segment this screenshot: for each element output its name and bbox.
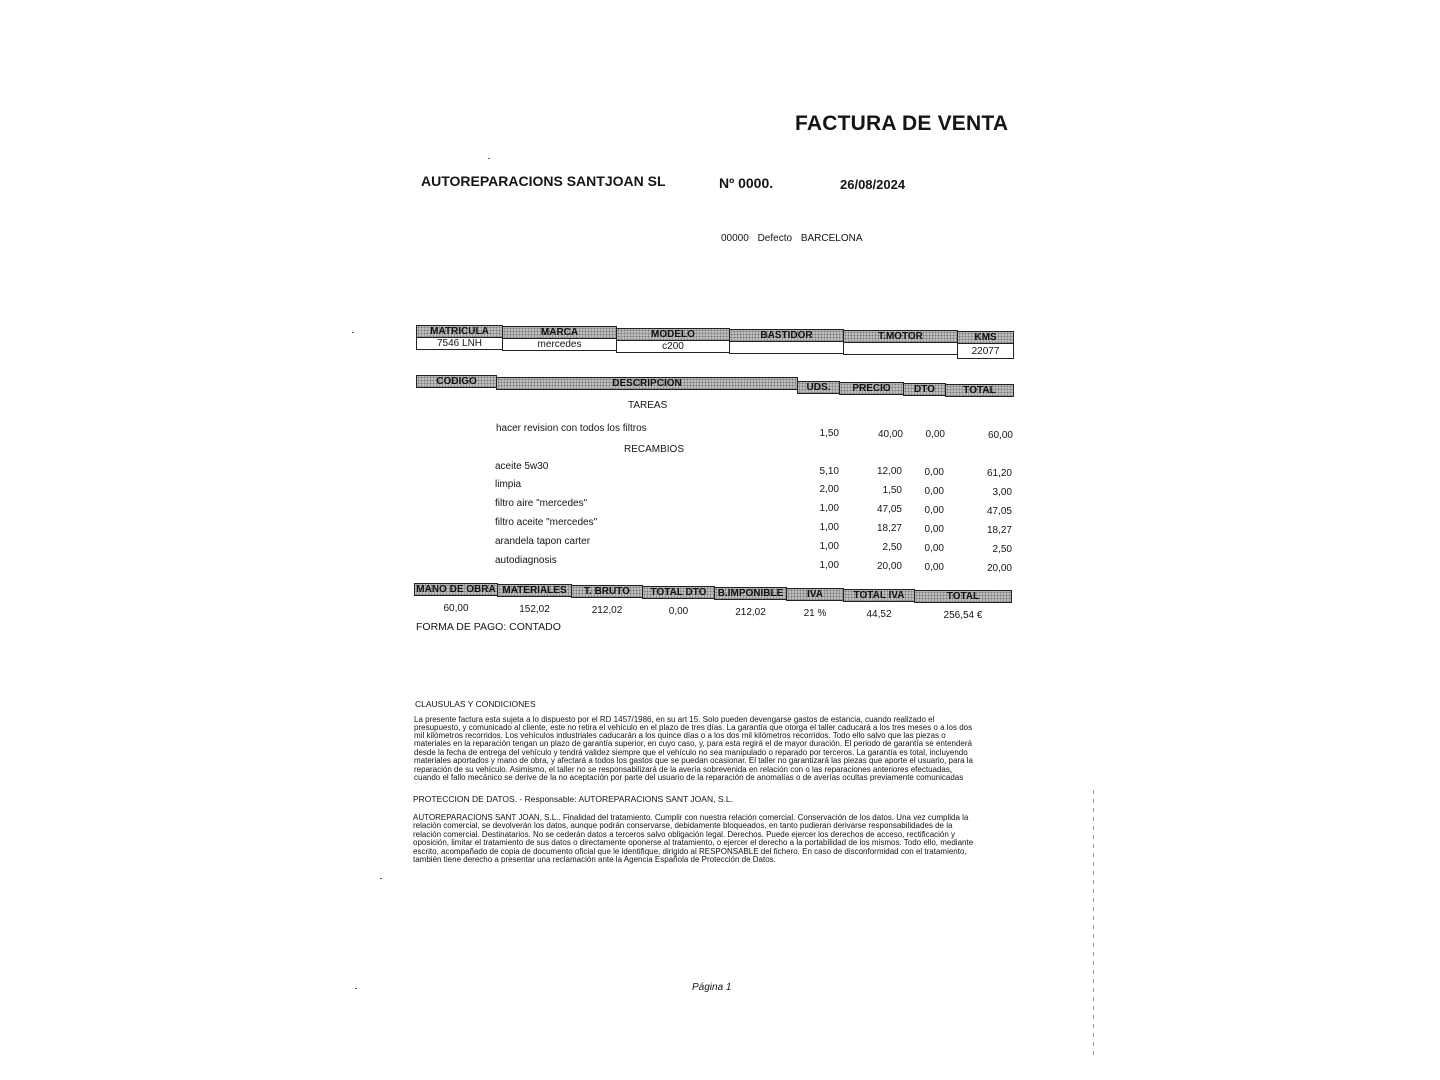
lines-header-precio: PRECIO xyxy=(839,382,904,395)
line-precio: 12,00 xyxy=(876,466,902,477)
terms-line: materiales en la reparación tengan un plazo de garantía superior, en cuyo caso, y, para esta regirá el de mayor duración. El periodo de garantía se entenderá xyxy=(414,739,972,748)
client-info: 00000 Defecto BARCELONA xyxy=(721,233,863,244)
line-desc: arandela tapon carter xyxy=(495,536,591,547)
invoice-title: FACTURA DE VENTA xyxy=(795,112,1009,135)
line-total: 20,00 xyxy=(986,563,1012,574)
totals-total-iva: 44,52 xyxy=(866,609,892,620)
line-desc: filtro aire "mercedes" xyxy=(495,498,588,509)
terms-line: reparación de su vehículo. Asimismo, el taller no se responsabilizará de la avería sobrevenida en relación con o las reparaciones anteriores efectuadas, xyxy=(414,765,953,774)
totals-iva: 21 % xyxy=(803,608,827,619)
line-precio: 40,00 xyxy=(877,429,903,440)
company-name: AUTOREPARACIONS SANTJOAN SL xyxy=(421,173,666,189)
line-uds: 1,00 xyxy=(819,522,839,533)
line-total: 61,20 xyxy=(986,468,1012,479)
section-tareas: TAREAS xyxy=(628,400,668,411)
line-desc: hacer revision con todos los filtros xyxy=(496,423,647,434)
lines-header-uds: UDS. xyxy=(797,381,840,394)
lines-header-descripcion: DESCRIPCION xyxy=(496,377,798,390)
line-dto: 0,00 xyxy=(924,562,944,573)
line-desc: filtro aceite "mercedes" xyxy=(495,517,598,528)
vehicle-header-modelo: MODELO xyxy=(616,328,730,341)
totals-header-total-dto: TOTAL DTO xyxy=(642,586,715,599)
privacy-line: oposición, limitar el tratamiento de sus datos o directamente oponerse al tratamiento, o ejercer el derecho a la portabilidad de los mismos. Todo ello, mediante xyxy=(413,838,974,847)
line-dto: 0,00 xyxy=(924,505,944,516)
section-recambios: RECAMBIOS xyxy=(624,444,685,455)
line-uds: 1,00 xyxy=(819,503,839,514)
vehicle-header-tmotor: T.MOTOR xyxy=(843,330,958,343)
scan-edge-line xyxy=(1093,790,1094,1060)
totals-header-total: TOTAL xyxy=(914,590,1012,603)
vehicle-kms: 22077 xyxy=(957,344,1014,359)
lines-header-dto: DTO xyxy=(903,383,946,396)
privacy-heading: PROTECCION DE DATOS. - Responsable: AUTOREPARACIONS SANT JOAN, S.L. xyxy=(413,794,733,804)
line-dto: 0,00 xyxy=(924,486,944,497)
line-uds: 2,00 xyxy=(819,484,839,495)
terms-line: cuando el fallo mecánico se derive de la no aceptación por parte del usuario de la reparación de anomalías o de averías ocultas previamente comunicadas xyxy=(414,773,964,782)
scan-speck xyxy=(355,988,357,989)
invoice-number: Nº 0000. xyxy=(719,175,774,191)
privacy-line: relación comercial. Destinatarios. No se cederán datos a terceros salvo obligación legal. Derechos. Puede ejercer los derechos de acceso, rectificación y xyxy=(413,830,956,839)
line-precio: 47,05 xyxy=(876,504,902,515)
totals-grand-total: 256,54 € xyxy=(943,610,983,621)
totals-mano-obra: 60,00 xyxy=(443,603,469,614)
vehicle-engine xyxy=(843,343,958,355)
vehicle-chassis xyxy=(729,342,844,354)
line-precio: 18,27 xyxy=(876,523,902,534)
totals-header-mano-obra: MANO DE OBRA xyxy=(414,583,498,596)
totals-header-t-bruto: T. BRUTO xyxy=(571,585,643,598)
totals-b-imponible: 212,02 xyxy=(735,607,766,618)
scan-speck xyxy=(380,878,382,879)
page-number: Página 1 xyxy=(692,982,732,993)
line-precio: 20,00 xyxy=(876,561,902,572)
line-total: 18,27 xyxy=(986,525,1012,536)
privacy-line: también tiene derecho a presentar una reclamación ante la Agencia Española de Protección de Datos. xyxy=(413,855,776,864)
terms-line: materiales aportados y mano de obra, y afectará a todos los gastos que se puedan ocasionar. El taller no garantizará las piezas que aporte el usuario, para la xyxy=(414,756,974,765)
totals-materiales: 152,02 xyxy=(519,604,550,615)
terms-line: La presente factura esta sujeta a lo dispuesto por el RD 1457/1986, en su art 15. Solo pueden devengarse gastos de estancia, cuando realizado el xyxy=(414,715,935,724)
terms-line: mil kilómetros recorridos. Los vehículos industriales caducarán a los quince días o a los dos mil kilómetros recorridos. Todo ello salvo que las piezas o xyxy=(414,731,946,740)
invoice-date: 26/08/2024 xyxy=(840,177,906,192)
lines-header-total: TOTAL xyxy=(945,384,1014,397)
line-total: 2,50 xyxy=(992,544,1012,555)
line-dto: 0,00 xyxy=(924,524,944,535)
vehicle-plate: 7546 LNH xyxy=(416,338,503,350)
vehicle-header-marca: MARCA xyxy=(502,326,617,339)
scan-speck xyxy=(488,158,490,159)
totals-total-dto: 0,00 xyxy=(668,606,689,617)
totals-header-b-imponible: B.IMPONIBLE xyxy=(714,587,787,600)
terms-line: desde la fecha de entrega del vehículo y tendrá validez siempre que el vehículo no sea manipulado o reparado por terceros. La garantía es total, incluyendo xyxy=(414,748,968,757)
line-precio: 1,50 xyxy=(882,485,902,496)
line-precio: 2,50 xyxy=(882,542,902,553)
line-total: 47,05 xyxy=(986,506,1012,517)
scan-speck xyxy=(352,332,354,333)
line-desc: limpia xyxy=(495,479,522,490)
line-uds: 5,10 xyxy=(819,466,839,477)
privacy-line: AUTOREPARACIONS SANT JOAN, S.L.. Finalidad del tratamiento. Cumplir con nuestra relación comercial. Conservación de los datos. Una vez cumplida la xyxy=(413,813,969,822)
terms-line: presupuesto, y comunicado al cliente, este no retira el vehículo en el plazo de tres días. La garantía que otorga el taller caducará a los tres meses o a los dos xyxy=(414,723,973,732)
totals-t-bruto: 212,02 xyxy=(591,605,623,616)
line-dto: 0,00 xyxy=(925,429,945,440)
totals-header-iva: IVA xyxy=(786,588,844,601)
vehicle-header-kms: KMS xyxy=(957,331,1014,344)
totals-header-total-iva: TOTAL IVA xyxy=(843,589,915,602)
privacy-line: escrito, acompañado de copia de documento oficial que le identifique, dirigido al RESPONSABLE del fichero. En caso de disconformidad con el tratamiento, xyxy=(413,847,967,856)
line-uds: 1,50 xyxy=(819,428,839,439)
vehicle-model: c200 xyxy=(616,341,730,353)
vehicle-header-matricula: MATRICULA xyxy=(416,325,503,338)
payment-method: FORMA DE PAGO: CONTADO xyxy=(416,621,561,633)
line-uds: 1,00 xyxy=(819,560,839,571)
line-total: 3,00 xyxy=(992,487,1012,498)
vehicle-brand: mercedes xyxy=(502,339,617,351)
line-total: 60,00 xyxy=(987,430,1013,441)
terms-heading: CLAUSULAS Y CONDICIONES xyxy=(415,699,536,709)
line-desc: autodiagnosis xyxy=(495,555,557,566)
privacy-line: relación comercial, se devolverán los datos, aunque podrán conservarse, debidamente bloqueados, en tanto pudieran derivarse responsabilidades de la xyxy=(413,821,953,830)
vehicle-header-bastidor: BASTIDOR xyxy=(729,329,844,342)
line-dto: 0,00 xyxy=(924,543,944,554)
line-uds: 1,00 xyxy=(819,541,839,552)
lines-header-codigo: CODIGO xyxy=(416,375,497,388)
line-desc: aceite 5w30 xyxy=(495,461,549,472)
line-dto: 0,00 xyxy=(924,467,944,478)
totals-header-materiales: MATERIALES xyxy=(497,584,572,597)
